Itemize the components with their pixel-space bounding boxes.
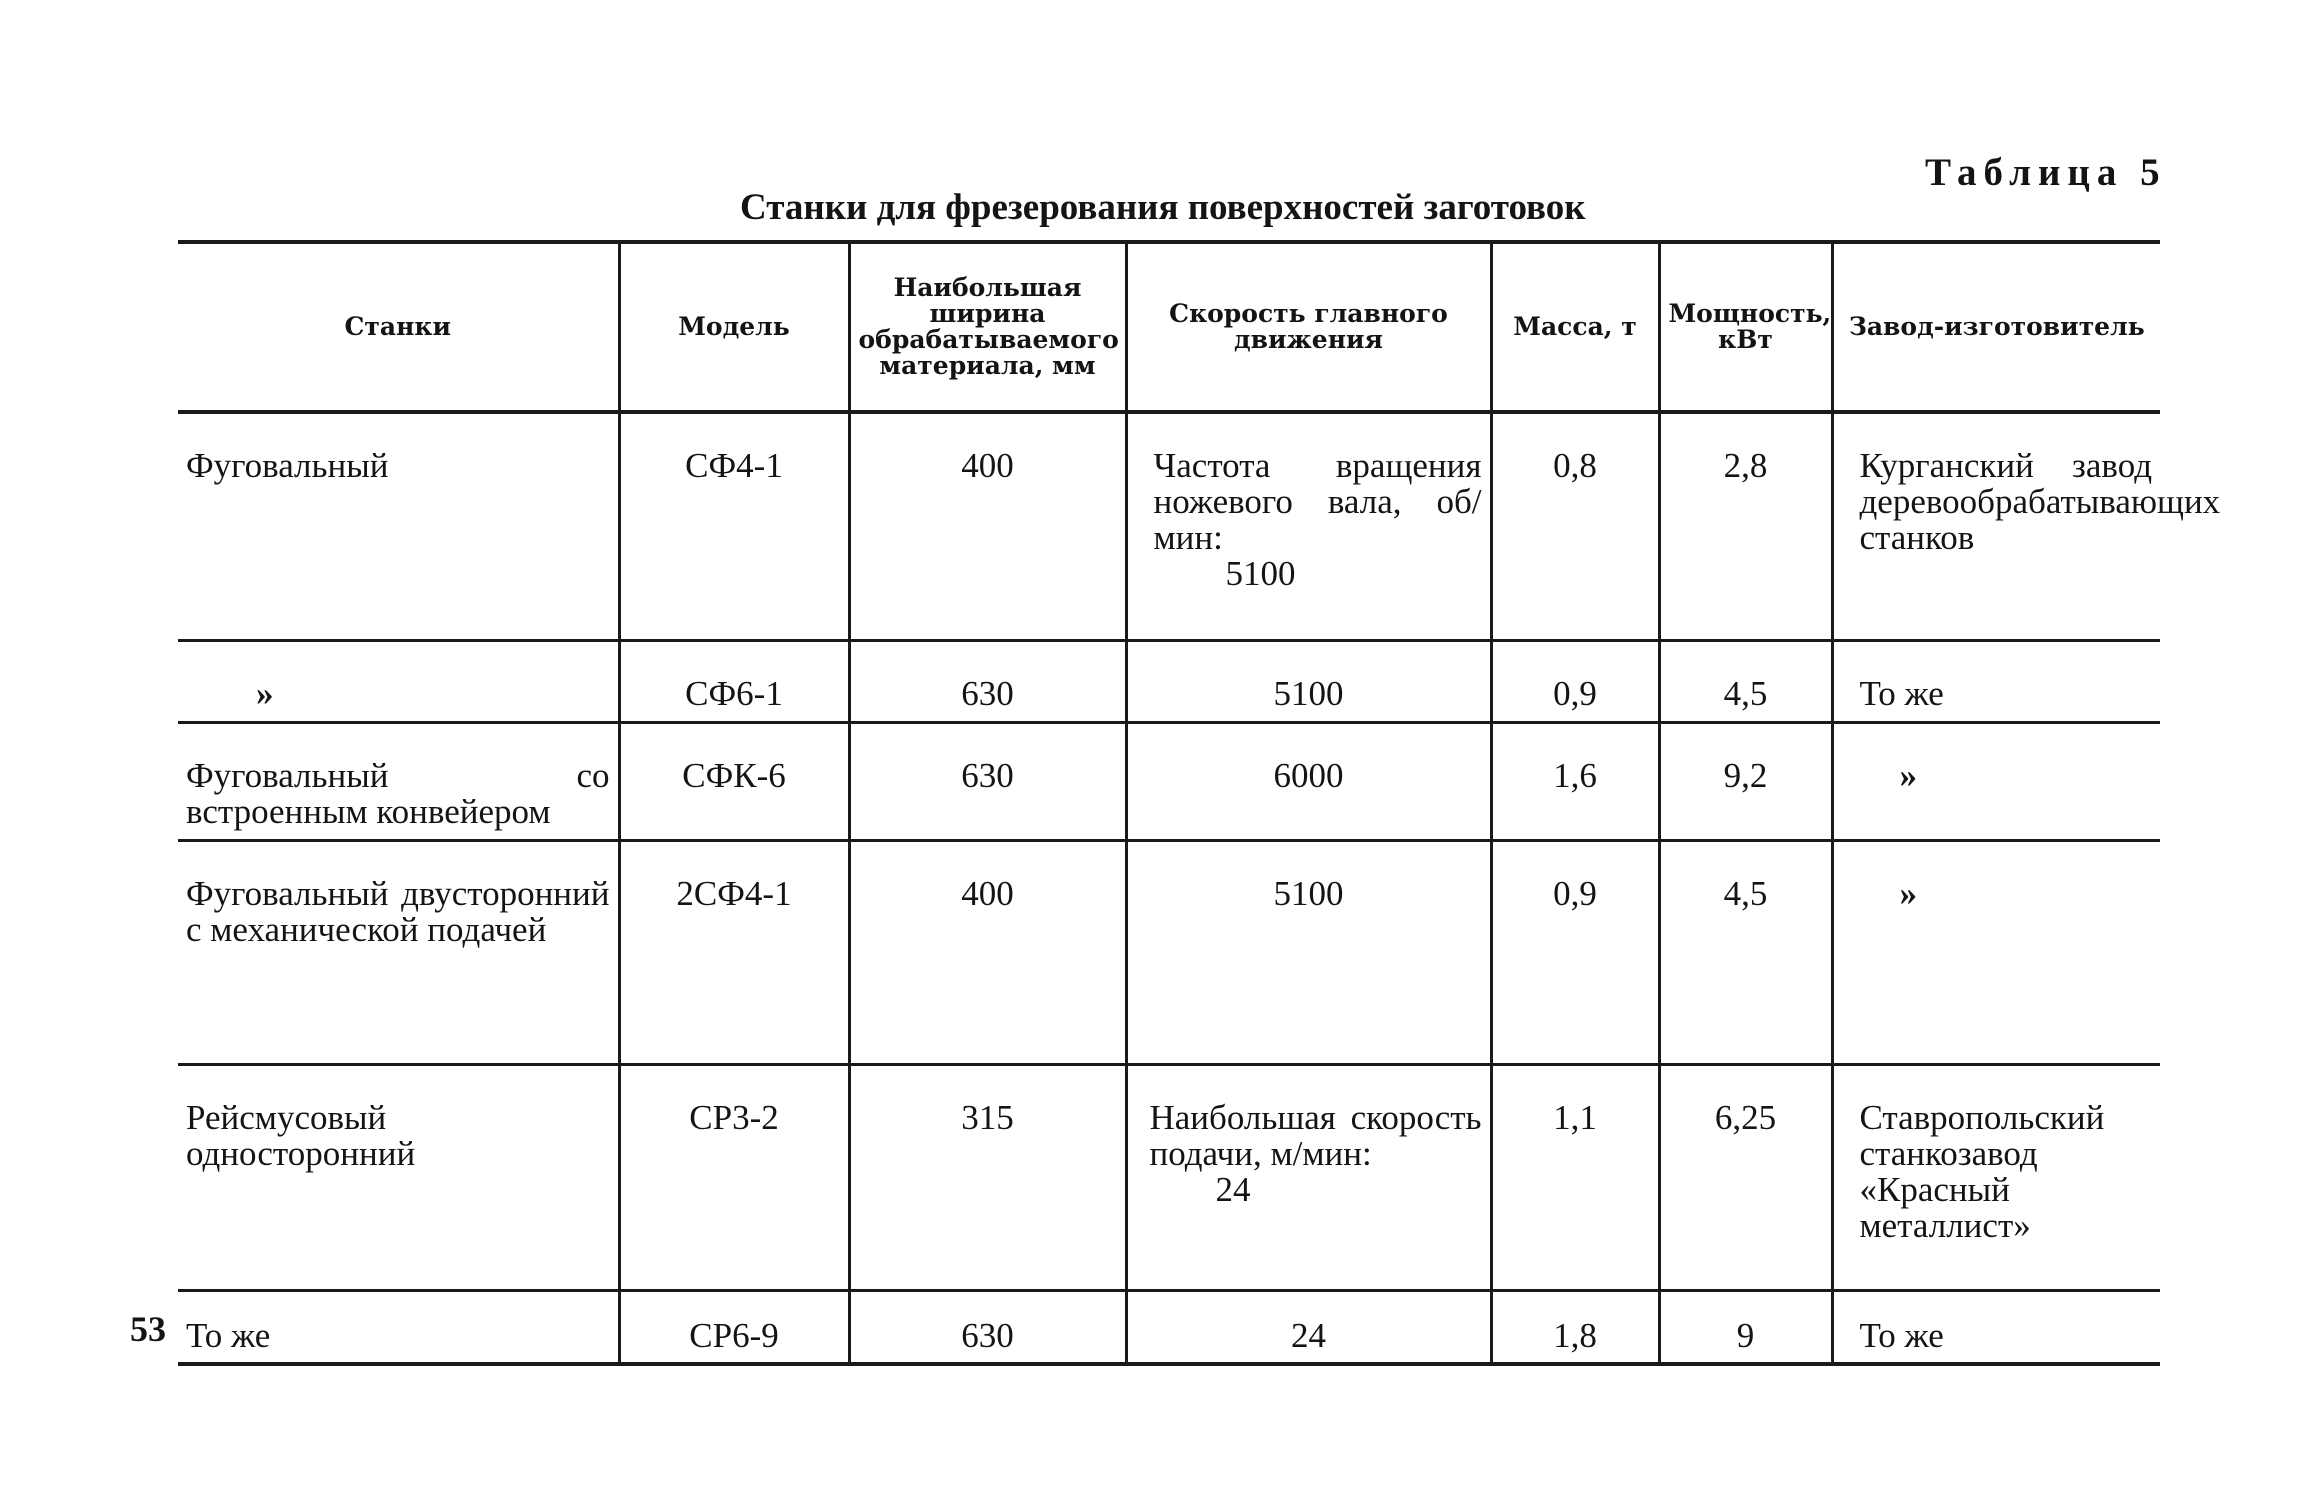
maker-cell: То же bbox=[1832, 1290, 2160, 1364]
power-cell: 6,25 bbox=[1659, 1064, 1832, 1290]
machine-cell: То же bbox=[178, 1290, 619, 1364]
ditto-mark: » bbox=[1899, 873, 1917, 913]
speed-cell: 5100 bbox=[1126, 640, 1491, 722]
maker-cell bbox=[1832, 840, 2160, 1064]
width-cell: 630 bbox=[849, 640, 1126, 722]
machine-cell: Рейсмусовый односторонний bbox=[178, 1064, 619, 1290]
speed-cell: 24 bbox=[1126, 1290, 1491, 1364]
table-row bbox=[178, 722, 2160, 840]
table-row bbox=[178, 1290, 2160, 1364]
ditto-mark: » bbox=[256, 673, 274, 713]
maker-cell: Ставропольский станкозавод «Красный металлист» bbox=[1832, 1064, 2160, 1290]
width-cell: 630 bbox=[849, 1290, 1126, 1364]
speed-label: Наибольшая скорость подачи, м/мин: bbox=[1149, 1097, 1482, 1173]
mass-cell: 0,9 bbox=[1491, 840, 1659, 1064]
table-caption: Станки для фрезерования поверхностей заготовок bbox=[740, 187, 1586, 228]
table-label: Таблица 5 bbox=[1925, 151, 2167, 194]
page-number: 53 bbox=[130, 1309, 166, 1349]
header-maker: Завод-изготовитель bbox=[1832, 242, 2160, 412]
machines-table bbox=[178, 240, 2221, 1366]
mass-cell: 1,8 bbox=[1491, 1290, 1659, 1364]
width-cell: 400 bbox=[849, 840, 1126, 1064]
machine-cell: Фуговальный двусторонний с механической подачей bbox=[178, 840, 619, 1064]
speed-value: 24 bbox=[1215, 1169, 1251, 1209]
table-row bbox=[178, 840, 2160, 1064]
header-power: Мощность, кВт bbox=[1659, 242, 1832, 412]
power-cell: 4,5 bbox=[1659, 840, 1832, 1064]
machine-cell: Фуговальный bbox=[178, 412, 619, 640]
mass-cell: 0,8 bbox=[1491, 412, 1659, 640]
mass-cell: 0,9 bbox=[1491, 640, 1659, 722]
table-row bbox=[178, 1064, 2160, 1290]
maker-cell: Курганский завод деревообрабатывающих станков bbox=[1832, 412, 2160, 640]
speed-cell: 6000 bbox=[1126, 722, 1491, 840]
table-row bbox=[178, 640, 2160, 722]
header-machines: Станки bbox=[178, 242, 619, 412]
speed-label: Частота вращения ножевого вала, об/мин: bbox=[1153, 446, 1482, 557]
model-cell: СФ4-1 bbox=[619, 412, 849, 640]
table-row bbox=[178, 412, 2160, 640]
maker-cell: То же bbox=[1832, 640, 2160, 722]
header-speed: Скорость главного движения bbox=[1126, 242, 1491, 412]
speed-cell bbox=[1126, 1064, 1491, 1290]
power-cell: 9,2 bbox=[1659, 722, 1832, 840]
speed-cell: 5100 bbox=[1126, 840, 1491, 1064]
maker-cell bbox=[1832, 722, 2160, 840]
table-header bbox=[178, 242, 2160, 412]
machine-cell: Фуговальный со встроенным конвейером bbox=[178, 722, 619, 840]
power-cell: 2,8 bbox=[1659, 412, 1832, 640]
header-max-width: Наибольшая ширина обрабатываемого материала, мм bbox=[849, 242, 1126, 412]
header-mass: Масса, т bbox=[1491, 242, 1659, 412]
mass-cell: 1,1 bbox=[1491, 1064, 1659, 1290]
width-cell: 630 bbox=[849, 722, 1126, 840]
width-cell: 315 bbox=[849, 1064, 1126, 1290]
model-cell: СР3-2 bbox=[619, 1064, 849, 1290]
model-cell: СР6-9 bbox=[619, 1290, 849, 1364]
mass-cell: 1,6 bbox=[1491, 722, 1659, 840]
speed-cell bbox=[1126, 412, 1491, 640]
header-model: Модель bbox=[619, 242, 849, 412]
model-cell: СФ6-1 bbox=[619, 640, 849, 722]
speed-value: 5100 bbox=[1225, 554, 1296, 593]
ditto-mark: » bbox=[1899, 755, 1917, 795]
model-cell: 2СФ4-1 bbox=[619, 840, 849, 1064]
power-cell: 9 bbox=[1659, 1290, 1832, 1364]
model-cell: СФК-6 bbox=[619, 722, 849, 840]
width-cell: 400 bbox=[849, 412, 1126, 640]
machine-cell bbox=[178, 640, 619, 722]
power-cell: 4,5 bbox=[1659, 640, 1832, 722]
